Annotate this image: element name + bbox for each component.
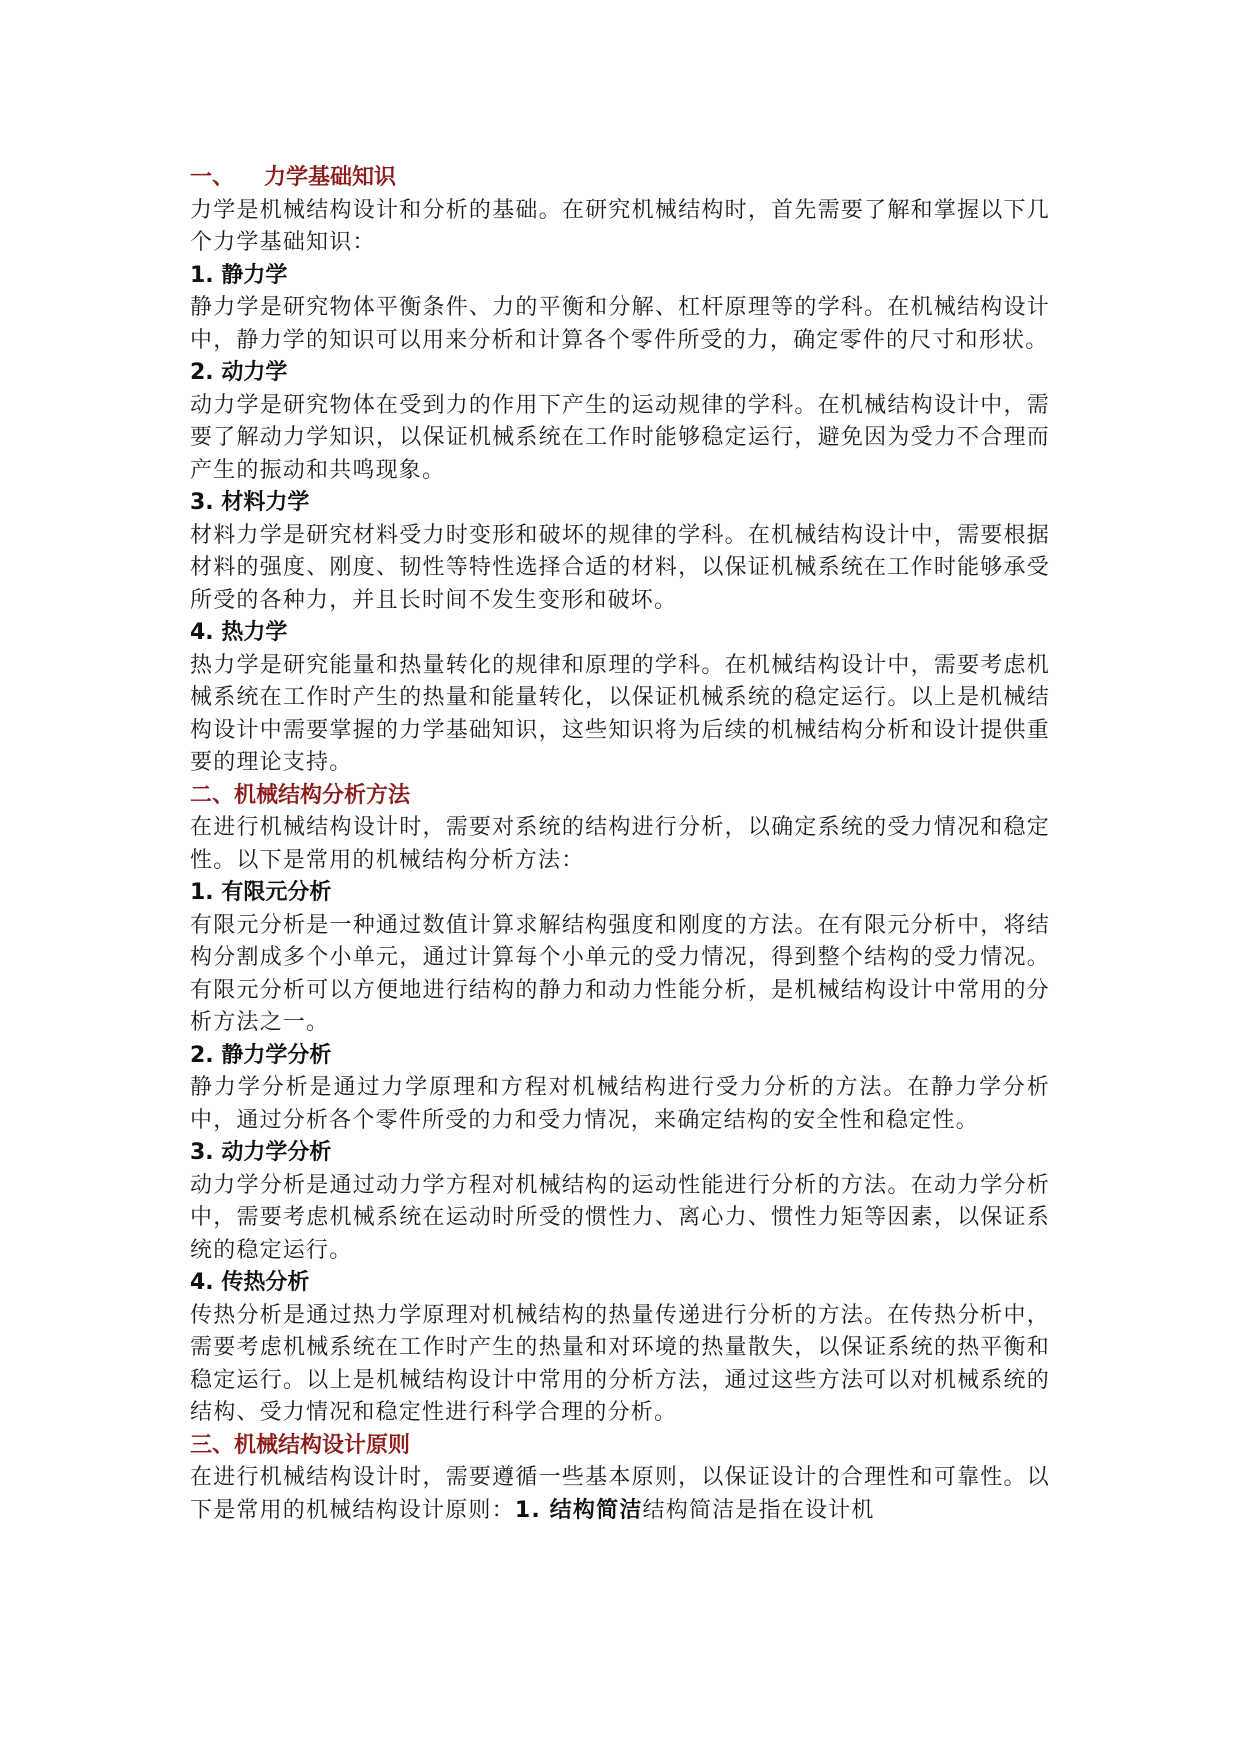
section-intro-3-start: 在进行机械结构设计时，需要遵循一些基本原则，以保证设计的合理性和可靠性。以下是常用的机械结构设计原则： [190, 1465, 1050, 1523]
subsection-heading-2-3: 3. 动力学分析 [190, 1140, 332, 1165]
subsection-heading-3-1: 1. 结构简洁 [514, 1497, 643, 1523]
section-heading-3: 三、机械结构设计原则 [190, 1432, 411, 1458]
document-body [190, 162, 1050, 1527]
section-intro-3 [190, 1462, 1050, 1527]
section-heading-1 [190, 162, 1050, 195]
section-number-1: 一、 [190, 165, 235, 190]
subsection-heading-1-3: 3. 材料力学 [190, 490, 310, 515]
subsection-text-1-3: 材料力学是研究材料受力时变形和破坏的规律的学科。在机械结构设计中，需要根据材料的强度、刚度、韧性等特性选择合适的材料，以保证机械系统在工作时能够承受所受的各种力，并且长时间不发生变形和破坏。 [190, 522, 1050, 613]
subsection-heading-1-1: 1. 静力学 [190, 262, 288, 288]
subsection-text-1-4: 热力学是研究能量和热量转化的规律和原理的学科。在机械结构设计中，需要考虑机械系统在工作时产生的热量和能量转化，以保证机械系统的稳定运行。以上是机械结构设计中需要掌握的力学基础知识，这些知识将为后续的机械结构分析和设计提供重要的理论支持。 [190, 652, 1050, 775]
subsection-text-2-2: 静力学分析是通过力学原理和方程对机械结构进行受力分析的方法。在静力学分析中，通过分析各个零件所受的力和受力情况，来确定结构的安全性和稳定性。 [190, 1075, 1050, 1133]
subsection-text-1-1: 静力学是研究物体平衡条件、力的平衡和分解、杠杆原理等的学科。在机械结构设计中，静力学的知识可以用来分析和计算各个零件所受的力，确定零件的尺寸和形状。 [190, 295, 1050, 353]
section-title-1: 力学基础知识 [264, 165, 397, 190]
subsection-heading-2-4: 4. 传热分析 [190, 1270, 310, 1295]
subsection-heading-2-1: 1. 有限元分析 [190, 880, 332, 905]
section-intro-1: 力学是机械结构设计和分析的基础。在研究机械结构时，首先需要了解和掌握以下几个力学基础知识： [190, 197, 1050, 255]
subsection-text-3-1: 结构简洁是指在设计机 [642, 1497, 875, 1523]
subsection-heading-1-4: 4. 热力学 [190, 620, 288, 645]
section-heading-2: 二、机械结构分析方法 [190, 782, 411, 808]
subsection-heading-2-2: 2. 静力学分析 [190, 1042, 332, 1068]
subsection-text-1-2: 动力学是研究物体在受到力的作用下产生的运动规律的学科。在机械结构设计中，需要了解动力学知识，以保证机械系统在工作时能够稳定运行，避免因为受力不合理而产生的振动和共鸣现象。 [190, 392, 1050, 483]
section-intro-2: 在进行机械结构设计时，需要对系统的结构进行分析，以确定系统的受力情况和稳定性。以下是常用的机械结构分析方法： [190, 815, 1050, 873]
subsection-text-2-1: 有限元分析是一种通过数值计算求解结构强度和刚度的方法。在有限元分析中，将结构分割成多个小单元，通过计算每个小单元的受力情况，得到整个结构的受力情况。有限元分析可以方便地进行结构的静力和动力性能分析，是机械结构设计中常用的分析方法之一。 [190, 912, 1050, 1035]
subsection-text-2-3: 动力学分析是通过动力学方程对机械结构的运动性能进行分析的方法。在动力学分析中，需要考虑机械系统在运动时所受的惯性力、离心力、惯性力矩等因素，以保证系统的稳定运行。 [190, 1172, 1050, 1263]
subsection-text-2-4: 传热分析是通过热力学原理对机械结构的热量传递进行分析的方法。在传热分析中，需要考虑机械系统在工作时产生的热量和对环境的热量散失，以保证系统的热平衡和稳定运行。以上是机械结构设计中常用的分析方法，通过这些方法可以对机械系统的结构、受力情况和稳定性进行科学合理的分析。 [190, 1302, 1050, 1425]
subsection-heading-1-2: 2. 动力学 [190, 360, 288, 385]
